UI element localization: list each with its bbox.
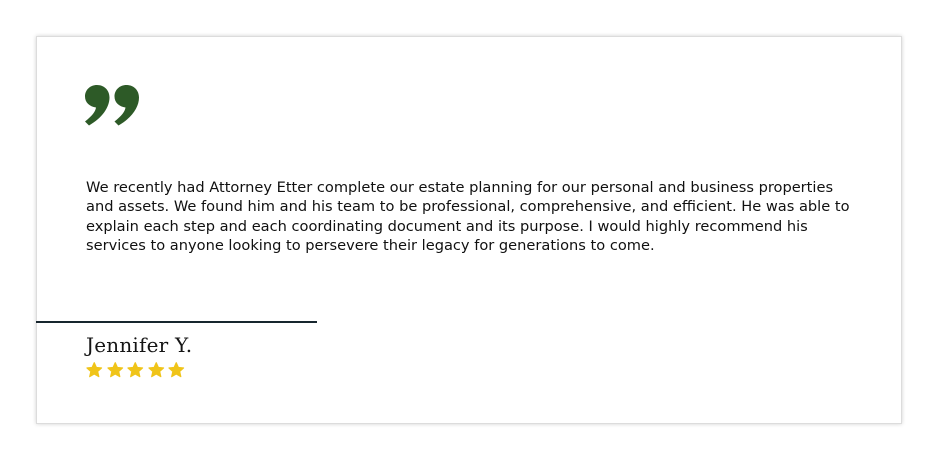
star-icon	[126, 361, 145, 379]
divider	[36, 321, 317, 323]
star-icon	[85, 361, 104, 379]
reviewer-name: Jennifer Y.	[86, 333, 193, 357]
quote-mark-left	[85, 85, 110, 126]
star-icon	[106, 361, 125, 379]
closing-quote-icon	[85, 85, 141, 129]
star-icon	[167, 361, 186, 379]
quote-mark-right	[115, 85, 140, 126]
star-icon	[147, 361, 166, 379]
testimonial-card	[36, 36, 902, 424]
star-rating	[85, 361, 186, 379]
review-text: We recently had Attorney Etter complete our estate planning for our personal and business properties and assets. We found him and his team to be professional, comprehensive, and efficient. He was able to explain each step and each coordinating document and its purpose. I would highly recommend his services to anyone looking to persevere their legacy for generations to come.	[86, 179, 850, 255]
